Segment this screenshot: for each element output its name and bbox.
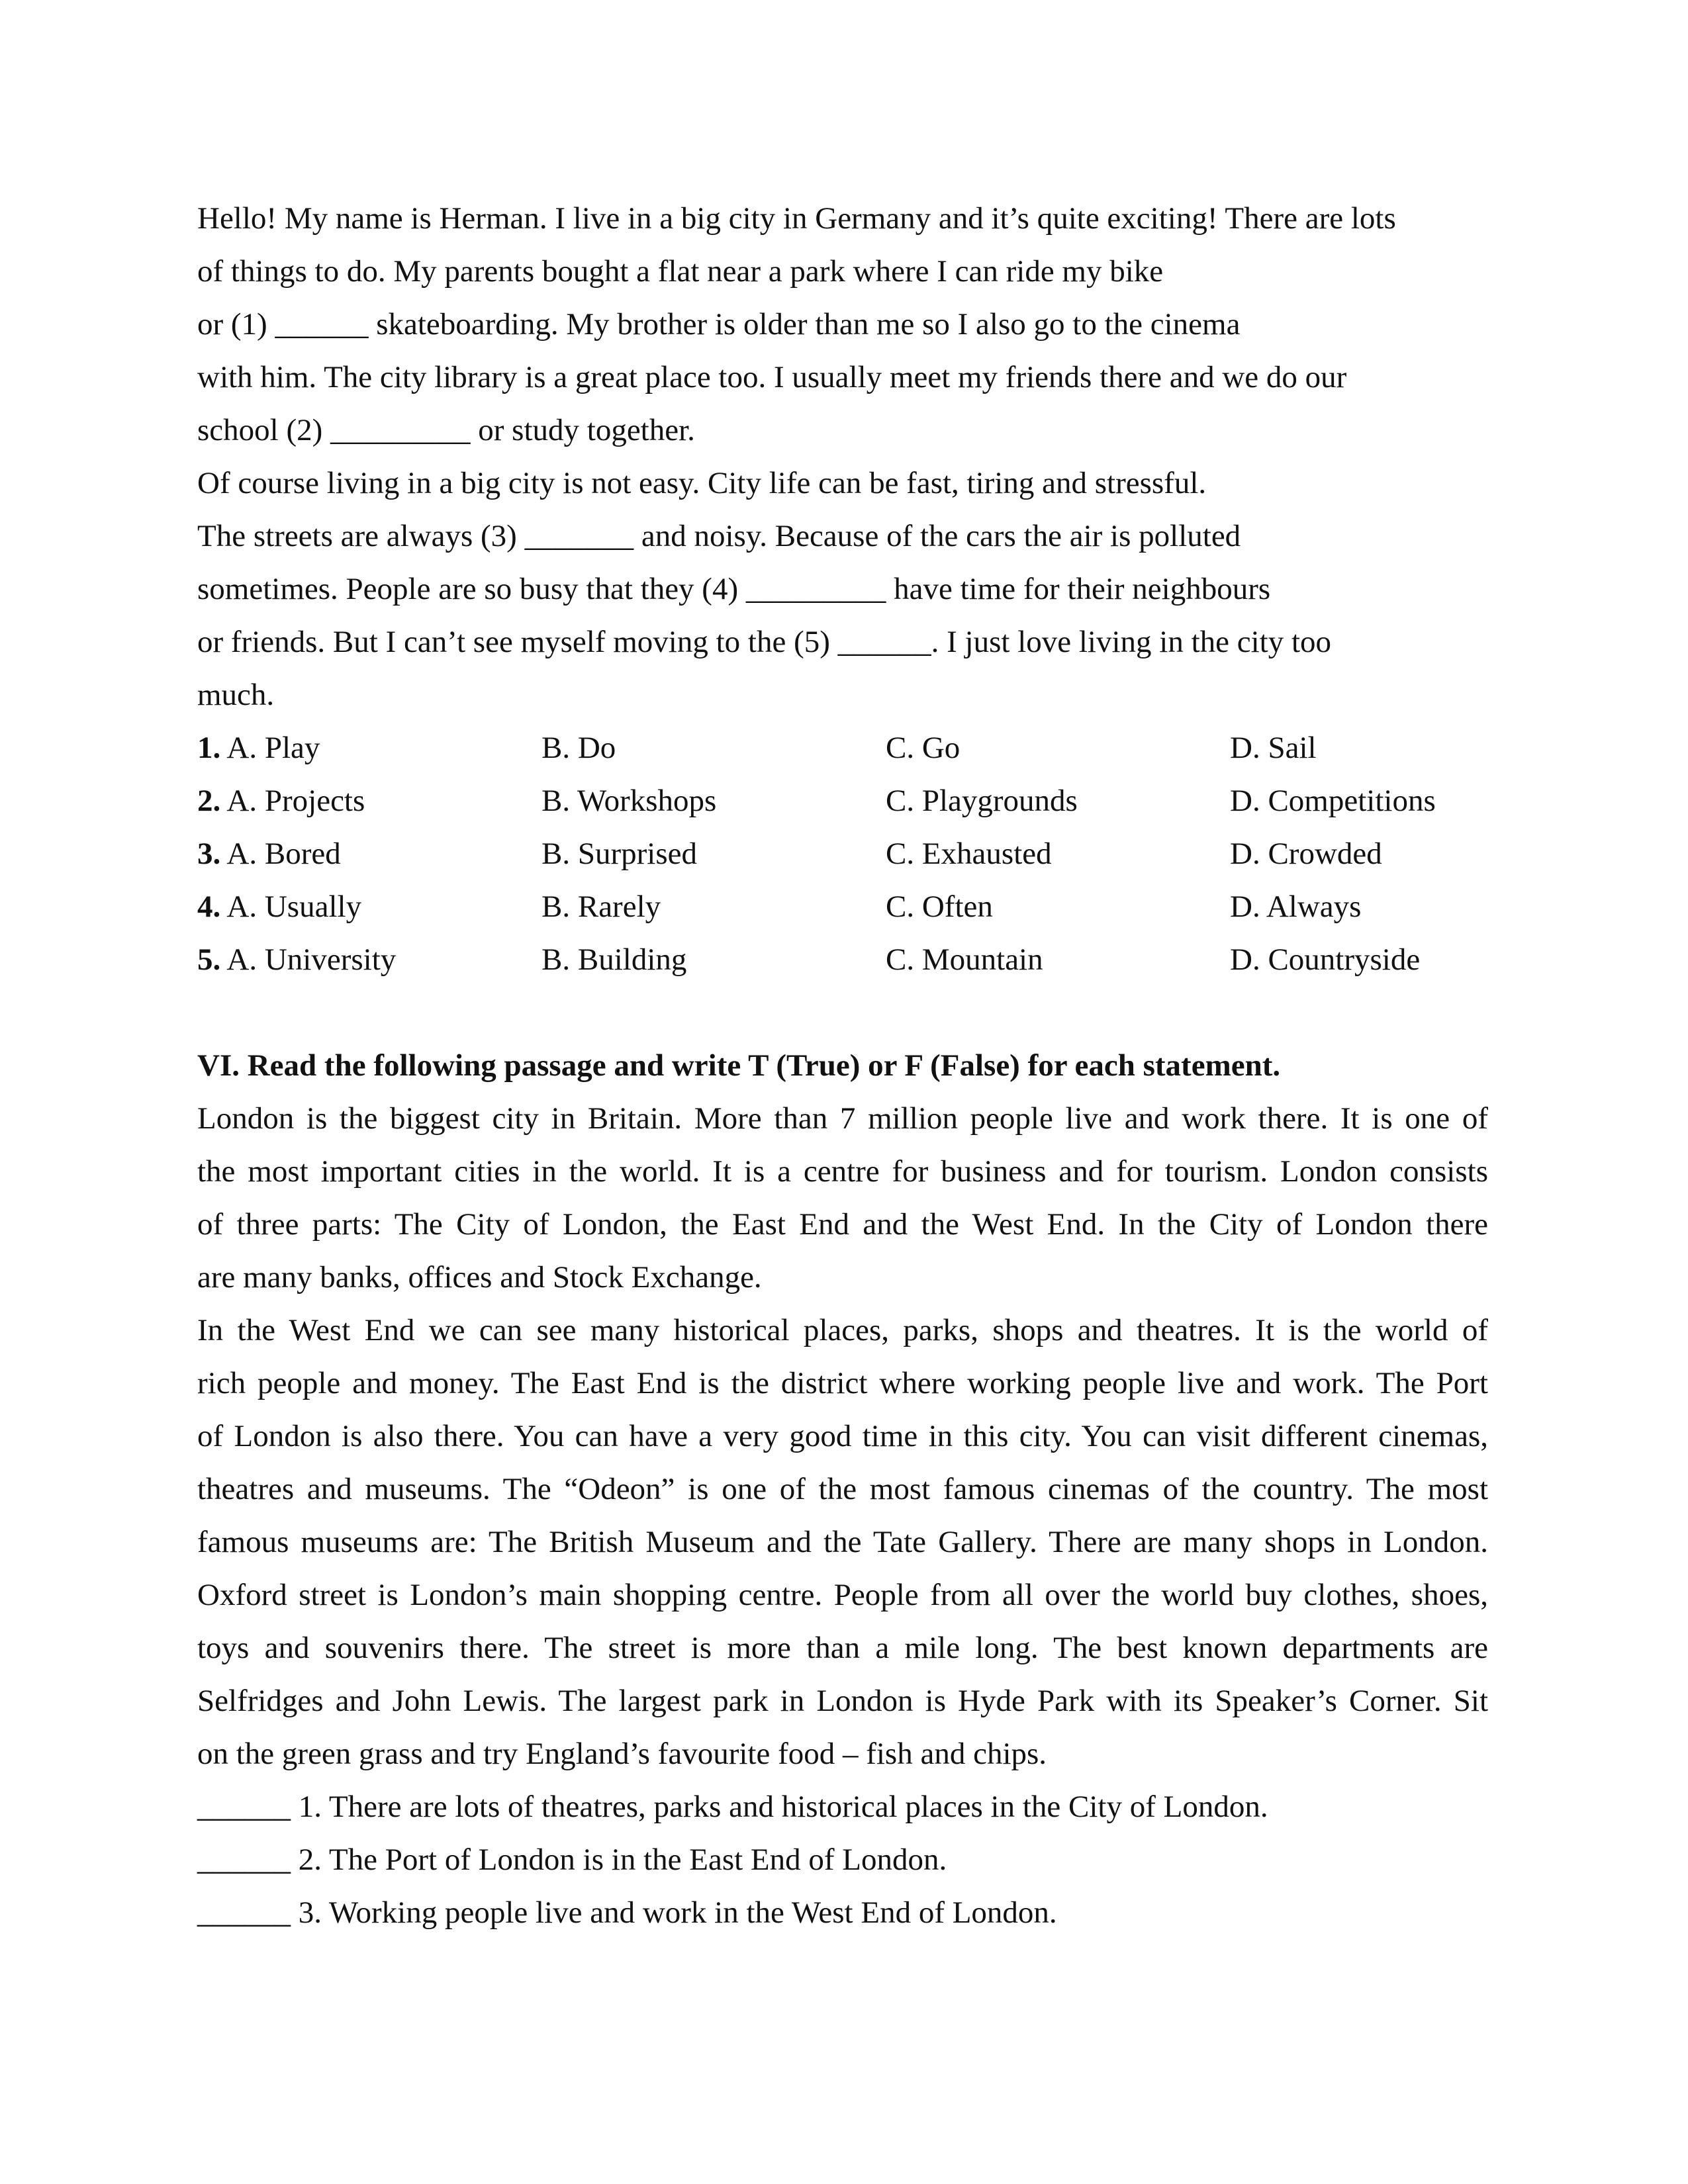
option-b: B. Building [541,942,687,977]
option-label: A. Play [226,731,320,765]
option-c: C. Playgrounds [886,784,1078,818]
passage-line: London is the biggest city in Britain. More than 7 million people live and work there. It is one of [197,1101,1488,1136]
true-false-statements [197,1780,1488,1939]
question-number: 3. [197,837,221,871]
statement: ______ 2. The Port of London is in the East End of London. [197,1843,947,1877]
question-number: 5. [197,942,221,977]
passage-line: In the West End we can see many historical places, parks, shops and theatres. It is the world of [197,1313,1488,1347]
statement: ______ 3. Working people live and work in the West End of London. [197,1895,1057,1930]
passage-line: theatres and museums. The “Odeon” is one of the most famous cinemas of the country. The most [197,1472,1488,1506]
passage-line: Hello! My name is Herman. I live in a big city in Germany and it’s quite exciting! There are lots [197,201,1396,236]
option-d: D. Sail [1230,731,1317,765]
passage-line: or friends. But I can’t see myself moving to the (5) ______. I just love living in the city too [197,625,1332,659]
passage-line: school (2) _________ or study together. [197,413,695,447]
question-number: 4. [197,889,221,924]
question-row [197,827,1488,880]
option-c: C. Mountain [886,942,1043,977]
question-row [197,933,1488,986]
passage-line: The streets are always (3) _______ and noisy. Because of the cars the air is polluted [197,519,1241,553]
passage-line: toys and souvenirs there. The street is more than a mile long. The best known departments are [197,1631,1488,1665]
passage-line: rich people and money. The East End is the district where working people live and work. The Port [197,1366,1488,1400]
passage-line: of London is also there. You can have a very good time in this city. You can visit different cinemas, [197,1419,1488,1453]
passage-line: Selfridges and John Lewis. The largest park in London is Hyde Park with its Speaker’s Corner. Sit [197,1684,1488,1718]
passage-line: the most important cities in the world. It is a centre for business and for tourism. London consists [197,1154,1488,1189]
passage-line: much. [197,678,275,712]
option-d: D. Always [1230,889,1362,924]
option-b: B. Surprised [541,837,697,871]
passage-line: Of course living in a big city is not easy. City life can be fast, tiring and stressful. [197,466,1207,500]
option-d: D. Countryside [1230,942,1421,977]
passage-line: or (1) ______ skateboarding. My brother is older than me so I also go to the cinema [197,307,1241,341]
option-a [197,774,541,827]
passage-2 [197,1092,1488,1780]
section-heading: VI. Read the following passage and write T (True) or F (False) for each statement. [197,1048,1281,1083]
passage-line: of three parts: The City of London, the East End and the West End. In the City of London there [197,1207,1488,1242]
option-label: A. Usually [226,889,362,924]
option-label: A. Bored [226,837,341,871]
option-b: B. Do [541,731,616,765]
option-b: B. Workshops [541,784,717,818]
option-c: C. Exhausted [886,837,1052,871]
question-row [197,721,1488,774]
passage-line: famous museums are: The British Museum and the Tate Gallery. There are many shops in London. [197,1525,1488,1559]
option-c: C. Often [886,889,993,924]
option-a [197,933,541,986]
option-a [197,880,541,933]
question-number: 1. [197,731,221,765]
multiple-choice-options [197,721,1488,986]
document-page [197,192,1488,1939]
passage-line: are many banks, offices and Stock Exchange. [197,1260,762,1295]
option-d: D. Competitions [1230,784,1436,818]
passage-1 [197,192,1488,721]
statement: ______ 1. There are lots of theatres, parks and historical places in the City of London. [197,1790,1268,1824]
passage-line: Oxford street is London’s main shopping centre. People from all over the world buy clothes, shoes, [197,1578,1488,1612]
option-a [197,721,541,774]
option-a [197,827,541,880]
option-d: D. Crowded [1230,837,1382,871]
question-row [197,880,1488,933]
option-label: A. University [226,942,397,977]
passage-line: of things to do. My parents bought a flat near a park where I can ride my bike [197,254,1164,289]
passage-line: with him. The city library is a great place too. I usually meet my friends there and we do our [197,360,1347,394]
passage-line: on the green grass and try England’s favourite food – fish and chips. [197,1737,1047,1771]
section-spacer [197,986,1488,1039]
question-row [197,774,1488,827]
option-c: C. Go [886,731,961,765]
question-number: 2. [197,784,221,818]
option-label: A. Projects [226,784,365,818]
passage-line: sometimes. People are so busy that they (4) _________ have time for their neighbours [197,572,1271,606]
option-b: B. Rarely [541,889,661,924]
